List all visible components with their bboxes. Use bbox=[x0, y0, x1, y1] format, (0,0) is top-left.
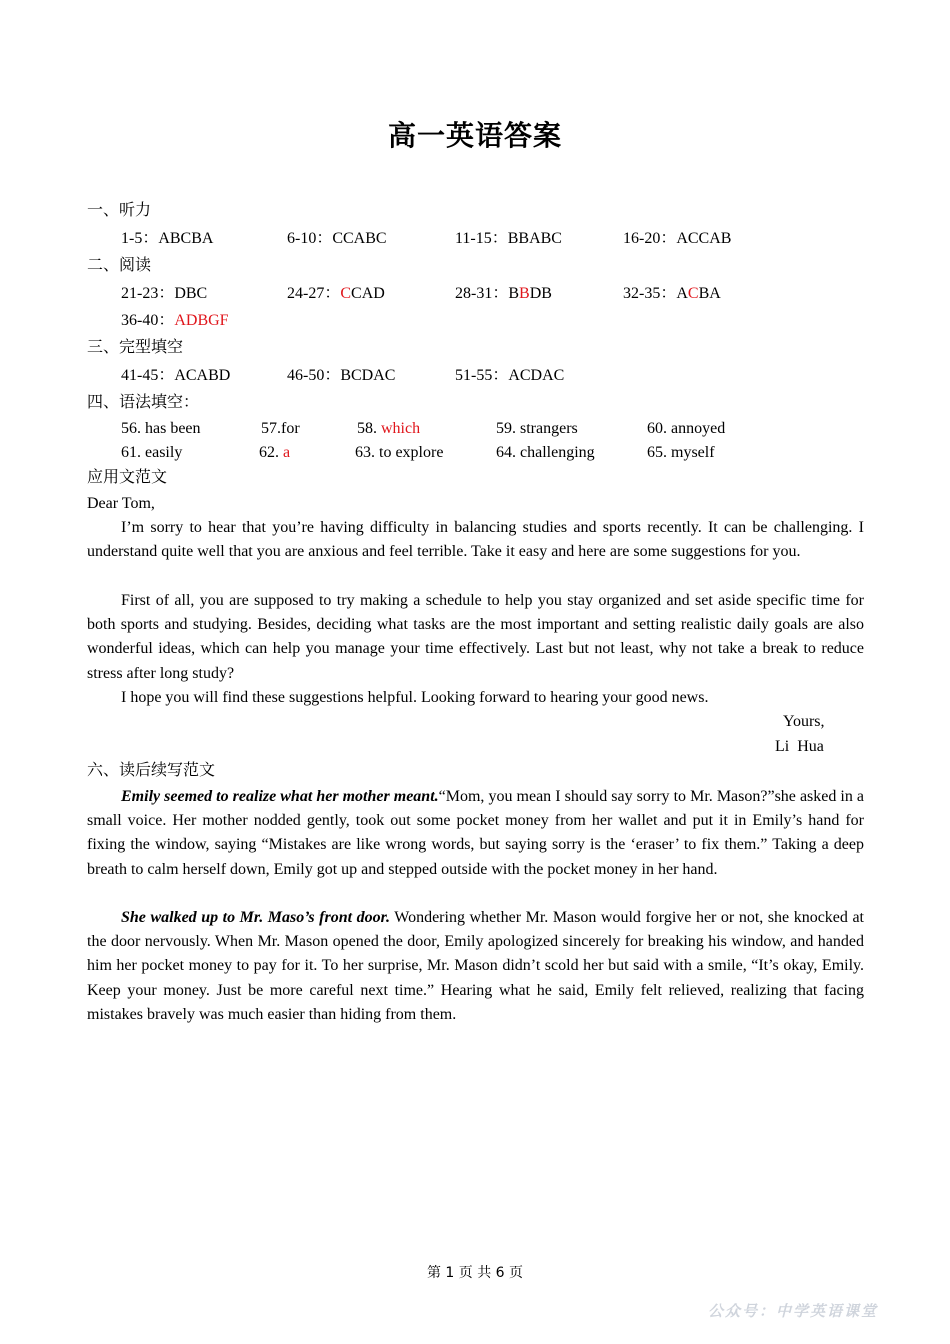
answer-grammar-58: 58. which bbox=[357, 420, 421, 437]
continuation-paragraph-2: She walked up to Mr. Maso’s front door. Wondering whether Mr. Mason would forgive her or not, she knocked at the door nervously. When Mr. Mason opened the door, Emily apologized sincerely for breaking his window, and handed him her pocket money to pay for it. To her surprise, Mr. Mason didn’t scold her but said with a smile, “It’s okay, Emily. Keep your money. Just be more careful next time.” Hearing what he said, Emily felt relieved, realizing that facing mistakes bravely was much easier than hiding from them. bbox=[87, 909, 865, 1023]
answer-cloze-3: 51-55：ACDAC bbox=[455, 367, 565, 384]
page-title: 高一英语答案 bbox=[387, 119, 562, 152]
answer-cloze-2: 46-50：BCDAC bbox=[287, 367, 396, 384]
answer-grammar-65: 65. myself bbox=[647, 444, 715, 461]
letter-paragraph-2: First of all, you are supposed to try making a schedule to help you stay organized and set aside specific time for both sports and studying. Besides, deciding what tasks are the most important and setting realistic daily goals are also wonderful ideas, which can help you manage your time effectively. Last but not least, why not take a break to reduce stress after long study? bbox=[87, 592, 864, 682]
section-heading-listening: 一、听力 bbox=[87, 202, 152, 219]
letter-paragraph-1: I’m sorry to hear that you’re having difficulty in balancing studies and sports recently. It can be challenging. I understand quite well that you are anxious and feel terrible. Take it easy and here are some suggestions for you. bbox=[87, 519, 864, 561]
answer-listening-3: 11-15：BBABC bbox=[455, 230, 562, 247]
answer-grammar-61: 61. easily bbox=[121, 444, 183, 461]
answer-listening-2: 6-10：CCABC bbox=[287, 230, 387, 247]
watermark: 公众号：中学英语课堂 bbox=[708, 1302, 879, 1320]
answer-listening-1: 1-5：ABCBA bbox=[121, 230, 214, 247]
continuation-paragraph-1: Emily seemed to realize what her mother meant.“Mom, you mean I should say sorry to Mr. Mason?”she asked in a small voice. Her mother nodded gently, took out some pocket money from her wallet and put it in Emily’s hand for fixing the window, saying “Mistakes are like wrong words, but saying sorry is the ‘eraser’ to fix them.” Taking a deep breath to calm herself down, Emily got up and stepped outside with the pocket money in her hand. bbox=[87, 788, 865, 878]
answer-grammar-60: 60. annoyed bbox=[647, 420, 726, 437]
answer-cloze-1: 41-45：ACABD bbox=[121, 367, 231, 384]
page-footer: 第 1 页 共 6 页 bbox=[426, 1265, 524, 1281]
answer-reading-2: 24-27：CCAD bbox=[287, 285, 385, 302]
section-heading-grammar: 四、语法填空： bbox=[87, 394, 200, 411]
answer-grammar-56: 56. has been bbox=[121, 420, 201, 437]
answer-reading-4: 32-35：ACBA bbox=[623, 285, 721, 302]
letter-signature: Li Hua bbox=[775, 738, 824, 755]
continuation-lead-1: Emily seemed to realize what her mother meant. bbox=[121, 788, 439, 805]
answer-grammar-62: 62. a bbox=[259, 444, 291, 461]
section-heading-cloze: 三、完型填空 bbox=[87, 339, 184, 356]
letter-paragraph-3: I hope you will find these suggestions helpful. Looking forward to hearing your good news. bbox=[121, 689, 709, 706]
section-heading-application: 应用文范文 bbox=[87, 469, 168, 486]
continuation-lead-2: She walked up to Mr. Maso’s front door. bbox=[121, 909, 390, 926]
section-heading-continuation: 六、读后续写范文 bbox=[87, 762, 216, 779]
answer-listening-4: 16-20：ACCAB bbox=[623, 230, 732, 247]
answer-reading-1: 21-23：DBC bbox=[121, 285, 208, 302]
letter-greeting: Dear Tom, bbox=[87, 495, 155, 512]
answer-grammar-64: 64. challenging bbox=[496, 444, 595, 461]
answer-grammar-57: 57.for bbox=[261, 420, 300, 437]
answer-grammar-63: 63. to explore bbox=[355, 444, 444, 461]
section-heading-reading: 二、阅读 bbox=[87, 257, 152, 274]
letter-closing: Yours, bbox=[783, 713, 825, 730]
answer-grammar-59: 59. strangers bbox=[496, 420, 578, 437]
answer-reading-5: 36-40：ADBGF bbox=[121, 312, 229, 329]
answer-reading-3: 28-31：BBDB bbox=[455, 285, 552, 302]
